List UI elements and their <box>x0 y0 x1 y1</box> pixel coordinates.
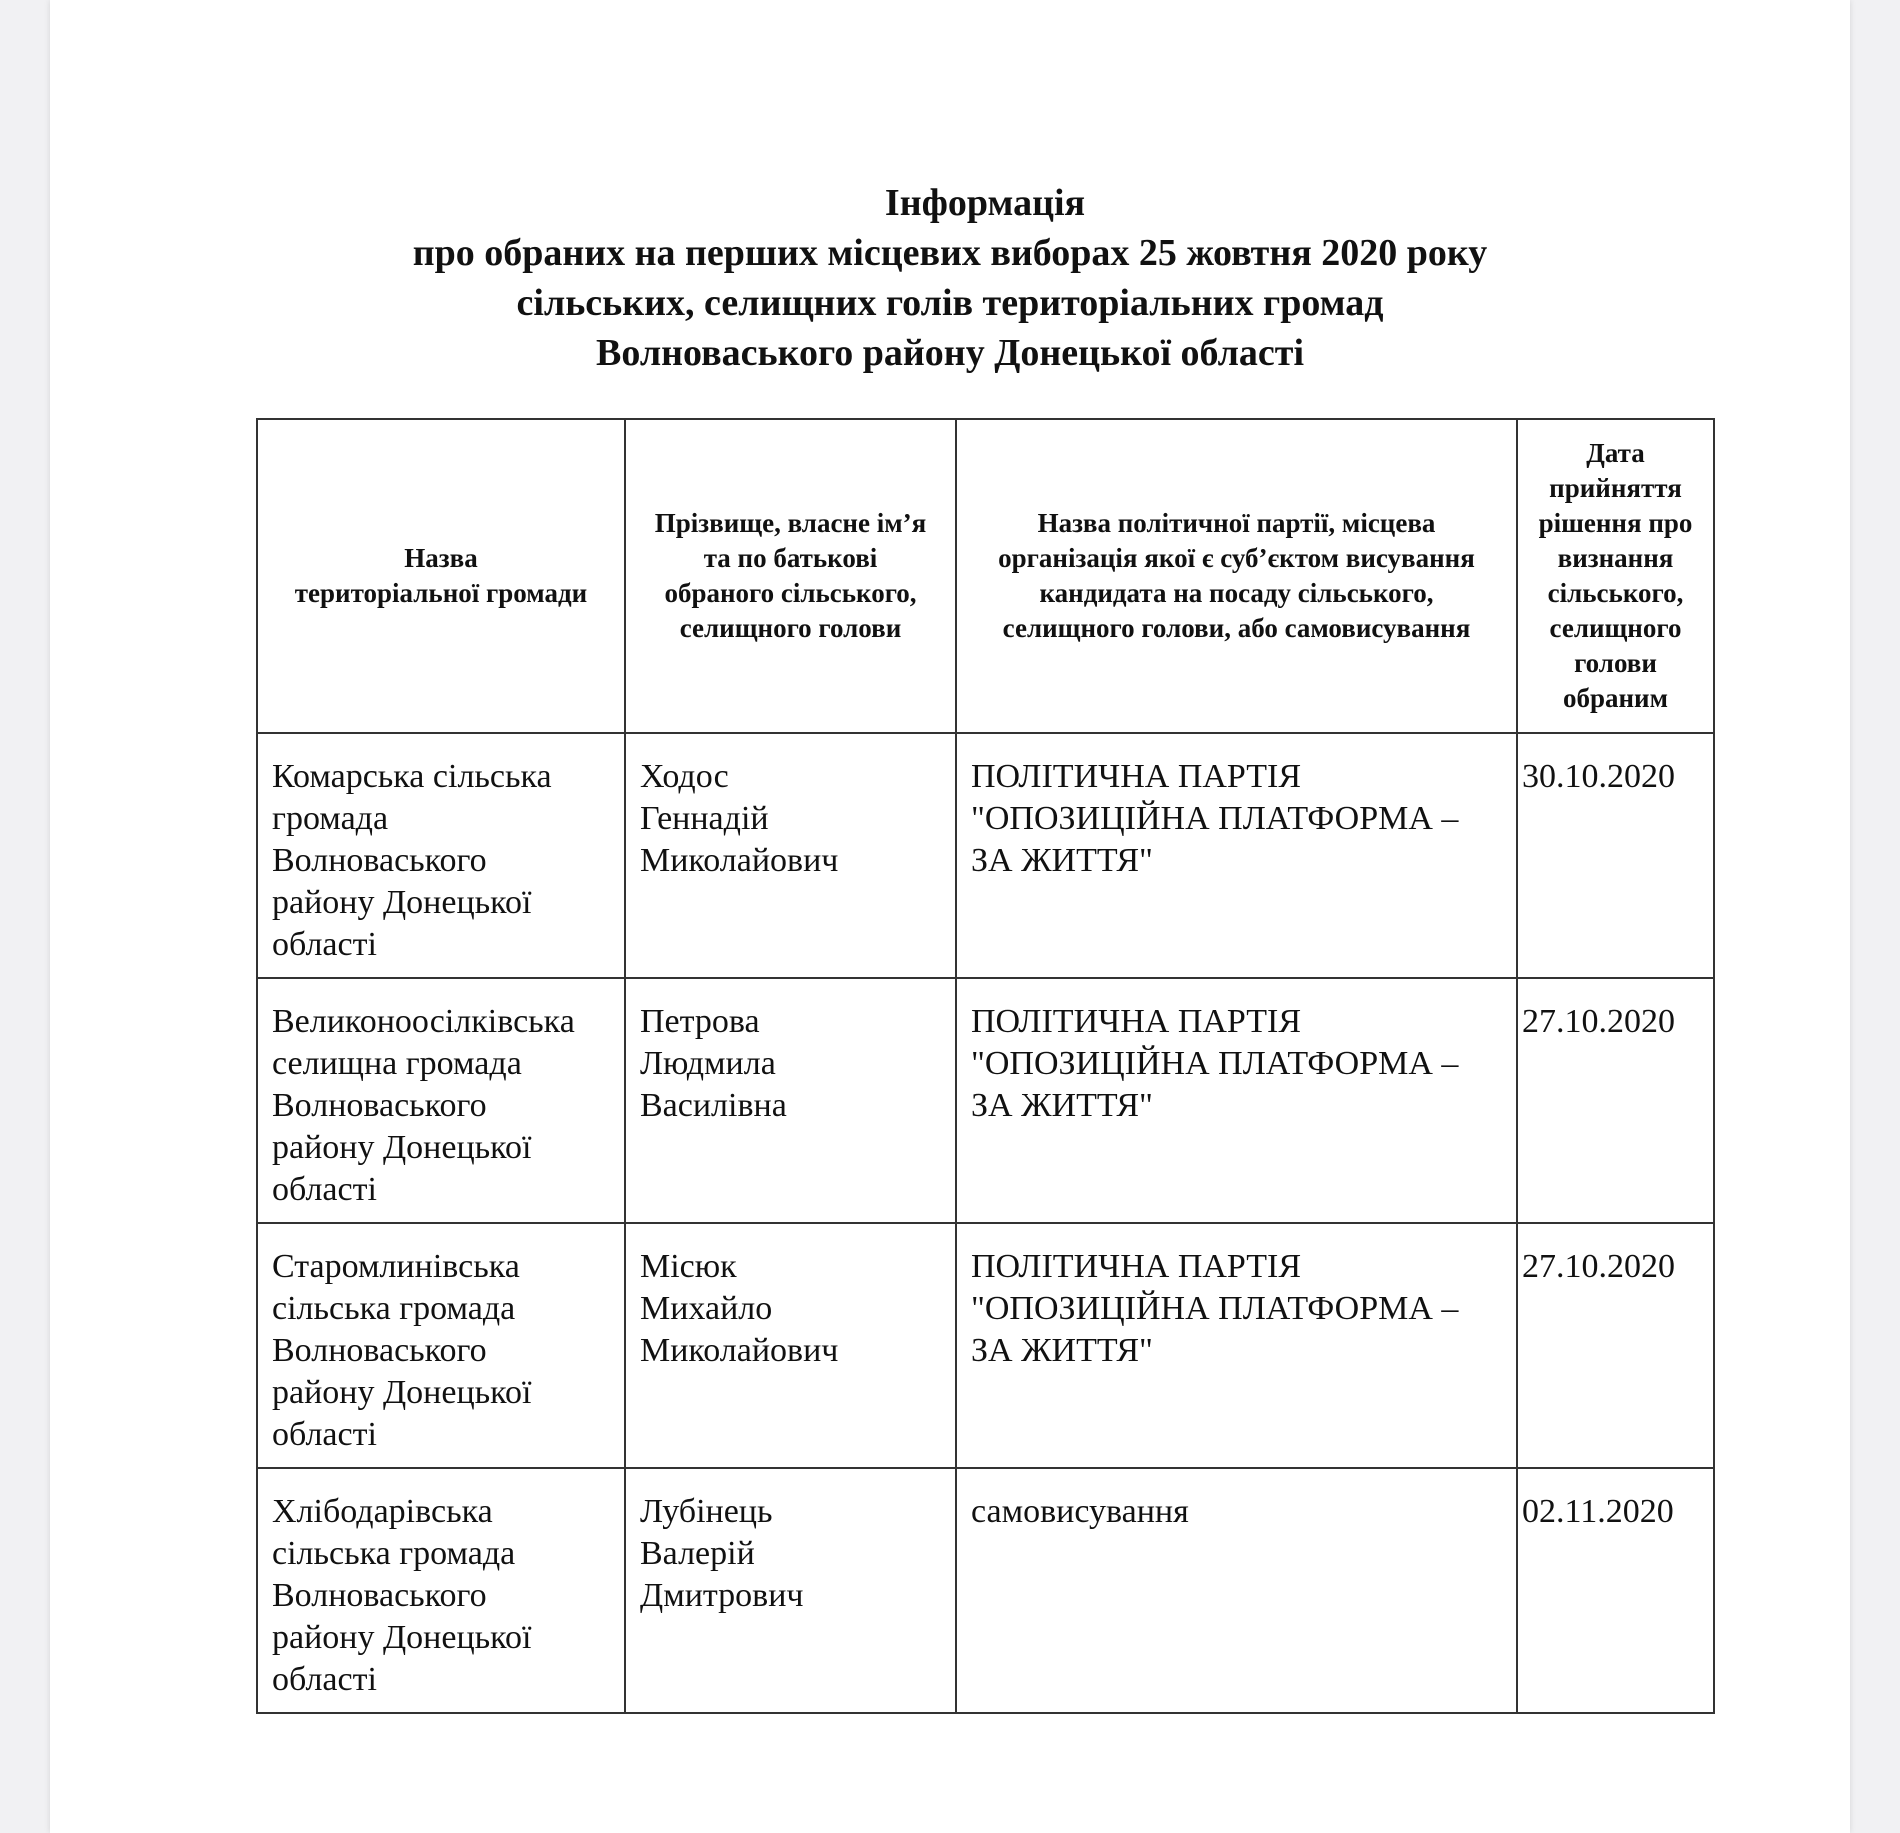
title-line: Інформація <box>884 182 1086 224</box>
head-name-cell <box>625 733 956 978</box>
date-cell <box>1517 733 1714 978</box>
table-row <box>257 733 1714 978</box>
table-row <box>257 1468 1714 1713</box>
party-name: ПОЛІТИЧНА ПАРТІЯ "ОПОЗИЦІЙНА ПЛАТФОРМА – ЗА ЖИТТЯ" <box>971 1003 1459 1124</box>
date-cell <box>1517 978 1714 1223</box>
date-cell <box>1517 1223 1714 1468</box>
header-party <box>956 419 1517 733</box>
header-label: Дата прийняття рішення про визнання сільського, селищного голови обраним <box>1538 438 1693 713</box>
table-row <box>257 978 1714 1223</box>
decision-date: 27.10.2020 <box>1522 1248 1675 1285</box>
party-name: ПОЛІТИЧНА ПАРТІЯ "ОПОЗИЦІЙНА ПЛАТФОРМА – ЗА ЖИТТЯ" <box>971 758 1459 879</box>
community-name: Комарська сільська громада Волноваського району Донецької області <box>272 758 552 963</box>
table-row <box>257 1223 1714 1468</box>
head-name: Лубінець Валерій Дмитрович <box>640 1493 804 1614</box>
party-name: самовисування <box>971 1493 1189 1530</box>
party-cell <box>956 978 1517 1223</box>
head-name: Ходос Геннадій Миколайович <box>640 758 839 879</box>
community-cell <box>257 733 625 978</box>
header-community <box>257 419 625 733</box>
header-label: Назва політичної партії, місцева організація якої є суб’єктом висування кандидата на посаду сільського, селищного голови, або самовисування <box>998 508 1475 643</box>
party-cell <box>956 733 1517 978</box>
header-label: Назва територіальної громади <box>294 543 588 608</box>
community-cell <box>257 1223 625 1468</box>
header-date <box>1517 419 1714 733</box>
document-title <box>50 178 1850 378</box>
community-name: Великоноосілківська селищна громада Волноваського району Донецької області <box>272 1003 575 1208</box>
party-name: ПОЛІТИЧНА ПАРТІЯ "ОПОЗИЦІЙНА ПЛАТФОРМА – ЗА ЖИТТЯ" <box>971 1248 1459 1369</box>
head-name-cell <box>625 978 956 1223</box>
header-head-name <box>625 419 956 733</box>
date-cell <box>1517 1468 1714 1713</box>
decision-date: 27.10.2020 <box>1522 1003 1675 1040</box>
community-name: Хлібодарівська сільська громада Волноваського району Донецької області <box>272 1493 532 1698</box>
decision-date: 30.10.2020 <box>1522 758 1675 795</box>
community-name: Старомлинівська сільська громада Волноваського району Донецької області <box>272 1248 532 1453</box>
decision-date: 02.11.2020 <box>1522 1493 1674 1530</box>
table-header-row <box>257 419 1714 733</box>
title-line: про обраних на перших місцевих виборах 25 жовтня 2020 року <box>412 232 1488 274</box>
party-cell <box>956 1223 1517 1468</box>
election-results-table <box>256 418 1715 1714</box>
header-label: Прізвище, власне ім’я та по батькові обраного сільського, селищного голови <box>654 508 927 643</box>
title-line: Волноваського району Донецької області <box>595 332 1305 374</box>
head-name-cell <box>625 1223 956 1468</box>
party-cell <box>956 1468 1517 1713</box>
head-name-cell <box>625 1468 956 1713</box>
community-cell <box>257 978 625 1223</box>
head-name: Петрова Людмила Василівна <box>640 1003 787 1124</box>
title-line: сільських, селищних голів територіальних громад <box>516 282 1384 324</box>
community-cell <box>257 1468 625 1713</box>
head-name: Місюк Михайло Миколайович <box>640 1248 839 1369</box>
